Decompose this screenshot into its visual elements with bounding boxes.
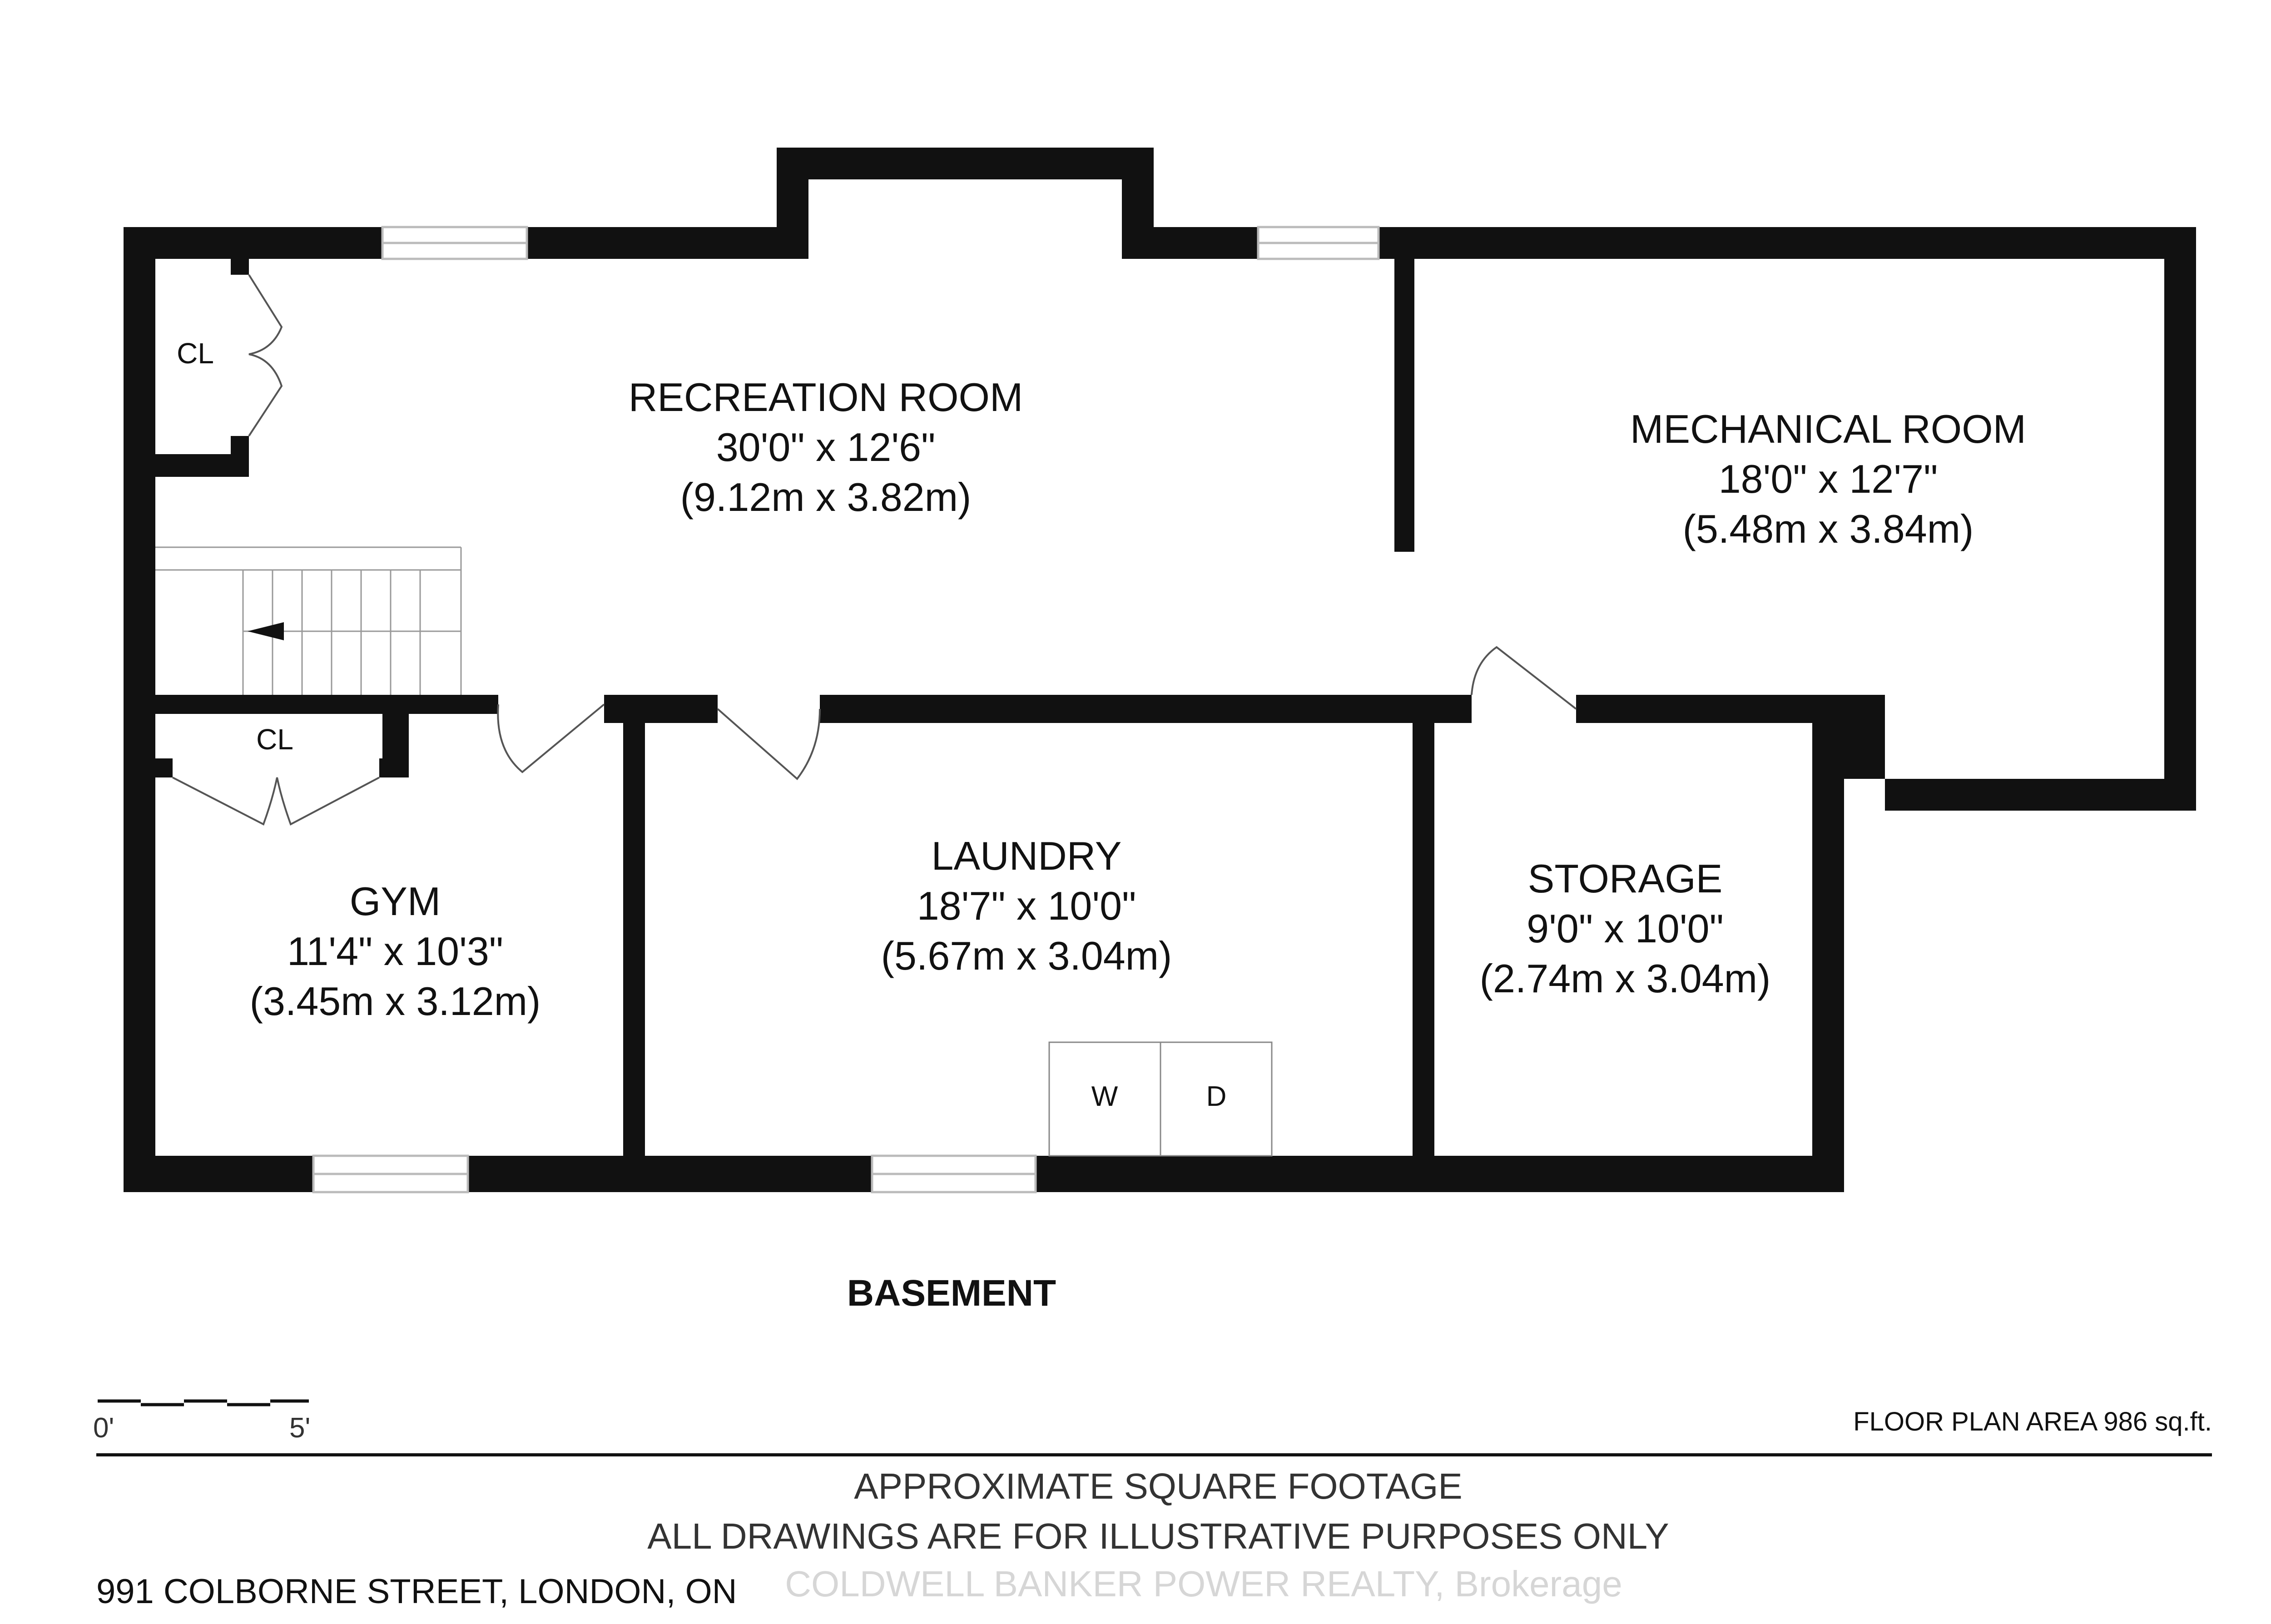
wall-rec-mech-divider	[1394, 227, 1414, 552]
wall-laundry-storage	[1413, 722, 1434, 1192]
disclaimer-line-2: ALL DRAWINGS ARE FOR ILLUSTRATIVE PURPOSES ONLY	[647, 1516, 1669, 1556]
walls	[124, 148, 2196, 1192]
closet-upper-label: CL	[177, 337, 214, 370]
room-gym-name: GYM	[349, 879, 441, 924]
disclaimer-line-1: APPROXIMATE SQUARE FOOTAGE	[854, 1466, 1463, 1506]
wall-bottom-b	[468, 1156, 872, 1192]
wall-gym-laundry	[623, 695, 645, 1192]
room-storage-metric: (2.74m x 3.04m)	[1479, 956, 1771, 1001]
stair-direction-arrow-icon	[248, 622, 284, 640]
room-storage-name: STORAGE	[1527, 856, 1723, 901]
door-closet-gym	[173, 777, 379, 824]
floor-label: BASEMENT	[847, 1272, 1056, 1314]
room-recreation-name: RECREATION ROOM	[628, 375, 1023, 420]
room-recreation-metric: (9.12m x 3.82m)	[680, 475, 972, 520]
wall-bottom-a	[124, 1156, 313, 1192]
door-gym	[498, 704, 604, 772]
wall-mechanical-bottom	[1885, 779, 2196, 811]
room-mechanical-imperial: 18'0" x 12'7"	[1718, 456, 1938, 501]
window-laundry	[872, 1156, 1036, 1192]
wall-top-right	[1378, 227, 2196, 259]
dryer-label: D	[1206, 1081, 1227, 1112]
room-storage-imperial: 9'0" x 10'0"	[1527, 906, 1724, 951]
wall-gym-closet-stub-left	[155, 758, 173, 777]
door-storage	[1472, 647, 1576, 709]
room-laundry-name: LAUNDRY	[931, 833, 1122, 878]
wall-divider-laundry-a	[604, 695, 718, 723]
wall-gym-closet-stub-right	[379, 758, 409, 777]
room-laundry-imperial: 18'7" x 10'0"	[917, 883, 1136, 928]
wall-top-left-a	[124, 227, 382, 259]
window-gym	[313, 1156, 468, 1192]
wall-closet-upper-bottom	[155, 454, 249, 477]
room-gym-metric: (3.45m x 3.12m)	[249, 979, 541, 1024]
room-gym	[250, 879, 541, 1024]
scale-start-label: 0'	[93, 1412, 114, 1444]
wall-divider-laundry-b	[820, 695, 1472, 723]
wall-bottom-c	[1036, 1156, 1844, 1192]
wall-bump-top	[777, 148, 1154, 179]
wall-divider-gym-top	[155, 695, 498, 714]
closet-gym-label: CL	[256, 723, 293, 756]
room-mechanical	[1630, 406, 2026, 551]
room-recreation	[629, 375, 1023, 520]
property-address: 991 COLBORNE STREET, LONDON, ON	[96, 1572, 737, 1611]
room-laundry	[881, 833, 1172, 978]
room-mechanical-name: MECHANICAL ROOM	[1630, 406, 2026, 451]
staircase	[155, 547, 461, 695]
door-laundry	[718, 709, 820, 779]
room-mechanical-metric: (5.48m x 3.84m)	[1682, 506, 1974, 551]
brokerage-watermark: COLDWELL BANKER POWER REALTY, Brokerage	[785, 1564, 1622, 1604]
washer-label: W	[1091, 1081, 1118, 1112]
room-storage	[1480, 856, 1771, 1001]
room-laundry-metric: (5.67m x 3.04m)	[881, 933, 1172, 978]
wall-divider-storage	[1576, 695, 1885, 723]
scale-end-label: 5'	[289, 1412, 311, 1444]
wall-top-mid	[1122, 227, 1258, 259]
footer-divider	[96, 1453, 2212, 1456]
wall-top-left-b	[527, 227, 808, 259]
appliances	[1049, 1042, 1272, 1156]
door-closet-upper	[249, 275, 282, 436]
window-recreation-left	[382, 227, 527, 259]
wall-outer-right	[2164, 227, 2196, 808]
wall-closet-upper-stub	[231, 259, 249, 275]
scale-bar	[98, 1401, 309, 1405]
window-recreation-right	[1258, 227, 1378, 259]
floor-area-note: FLOOR PLAN AREA 986 sq.ft.	[1853, 1407, 2212, 1436]
wall-outer-left	[124, 227, 155, 1192]
room-recreation-imperial: 30'0" x 12'6"	[716, 425, 936, 470]
room-gym-imperial: 11'4" x 10'3"	[287, 929, 504, 974]
